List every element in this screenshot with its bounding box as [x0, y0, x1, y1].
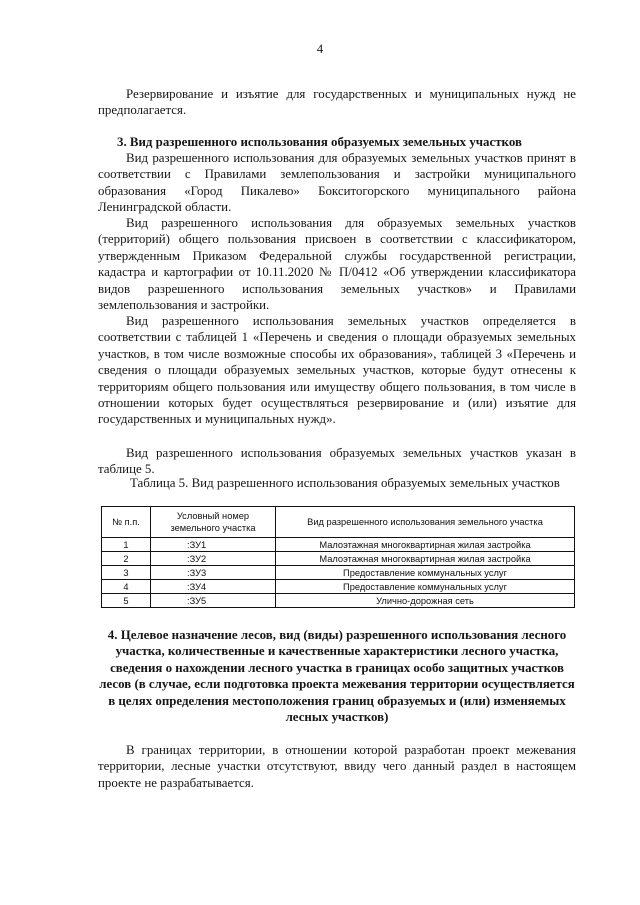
- cell-permitted-use: Малоэтажная многоквартирная жилая застройка: [276, 552, 575, 566]
- cell-number: 2: [102, 552, 151, 566]
- cell-plot-id: :ЗУ3: [151, 566, 276, 580]
- cell-permitted-use: Предоставление коммунальных услуг: [276, 580, 575, 594]
- table-row: [102, 552, 575, 566]
- section4-heading: 4. Целевое назначение лесов, вид (виды) разрешенного использования лесного участка, количественные и качественные характеристики лесного участка, сведения о нахождении лесного участка в границах особо защитных участков лесов (в случае, если подготовка проекта межевания территории осуществляется в целях определения местоположения границ образуемых и (или) изменяемых лесных участков): [99, 628, 575, 725]
- intro-paragraph: Резервирование и изъятие для государственных и муниципальных нужд не предполагается.: [98, 87, 576, 118]
- cell-number: 1: [102, 538, 151, 552]
- table-row: [102, 566, 575, 580]
- table-row: [102, 594, 575, 608]
- table5: [101, 506, 575, 608]
- section4-paragraph-1: В границах территории, в отношении которой разработан проект межевания территории, лесные участки отсутствуют, ввиду чего данный раздел в настоящем проекте не разрабатывается.: [98, 743, 576, 790]
- table5-caption: Таблица 5. Вид разрешенного использования образуемых земельных участков: [130, 476, 560, 490]
- section3-paragraph-3: Вид разрешенного использования земельных участков определяется в соответствии с таблицей 1 «Перечень и сведения о площади образуемых земельных участков, в том числе возможные способы их образования», таблицей 3 «Перечень и сведения о площади образуемых земельных участков, которые будут отнесены к территориям общего пользования или имуществу общего пользования, в том числе в отношении которых будет осуществляться резервирование и (или) изъятие для государственных и муниципальных нужд».: [98, 314, 576, 427]
- col-header-number: № п.п.: [102, 507, 151, 538]
- col-header-plot-id: Условный номер земельного участка: [151, 507, 276, 538]
- cell-number: 4: [102, 580, 151, 594]
- cell-permitted-use: Малоэтажная многоквартирная жилая застройка: [276, 538, 575, 552]
- table-header-row: [102, 507, 575, 538]
- cell-plot-id: :ЗУ5: [151, 594, 276, 608]
- cell-number: 3: [102, 566, 151, 580]
- cell-plot-id: :ЗУ2: [151, 552, 276, 566]
- cell-plot-id: :ЗУ4: [151, 580, 276, 594]
- section3-heading: 3. Вид разрешенного использования образуемых земельных участков: [117, 135, 522, 149]
- section3-paragraph-2: Вид разрешенного использования для образуемых земельных участков (территорий) общего пользования присвоен в соответствии с классификатором, утвержденным Приказом Федеральной службы государственной регистрации, кадастра и картографии от 10.11.2020 № П/0412 «Об утверждении классификатора видов разрешенного использования земельных участков» и Правилами землепользования и застройки.: [98, 216, 576, 313]
- cell-permitted-use: Предоставление коммунальных услуг: [276, 566, 575, 580]
- section3-paragraph-4: Вид разрешенного использования образуемых земельных участков указан в таблице 5.: [98, 446, 576, 477]
- section3-paragraph-1: Вид разрешенного использования для образуемых земельных участков принят в соответствии с Правилами землепользования и застройки муниципального образования «Город Пикалево» Бокситогорского муниципального района Ленинградской области.: [98, 151, 576, 215]
- col-header-permitted-use: Вид разрешенного использования земельного участка: [276, 507, 575, 538]
- cell-number: 5: [102, 594, 151, 608]
- table-row: [102, 580, 575, 594]
- cell-permitted-use: Улично-дорожная сеть: [276, 594, 575, 608]
- cell-plot-id: :ЗУ1: [151, 538, 276, 552]
- table-row: [102, 538, 575, 552]
- page-number: 4: [316, 42, 324, 56]
